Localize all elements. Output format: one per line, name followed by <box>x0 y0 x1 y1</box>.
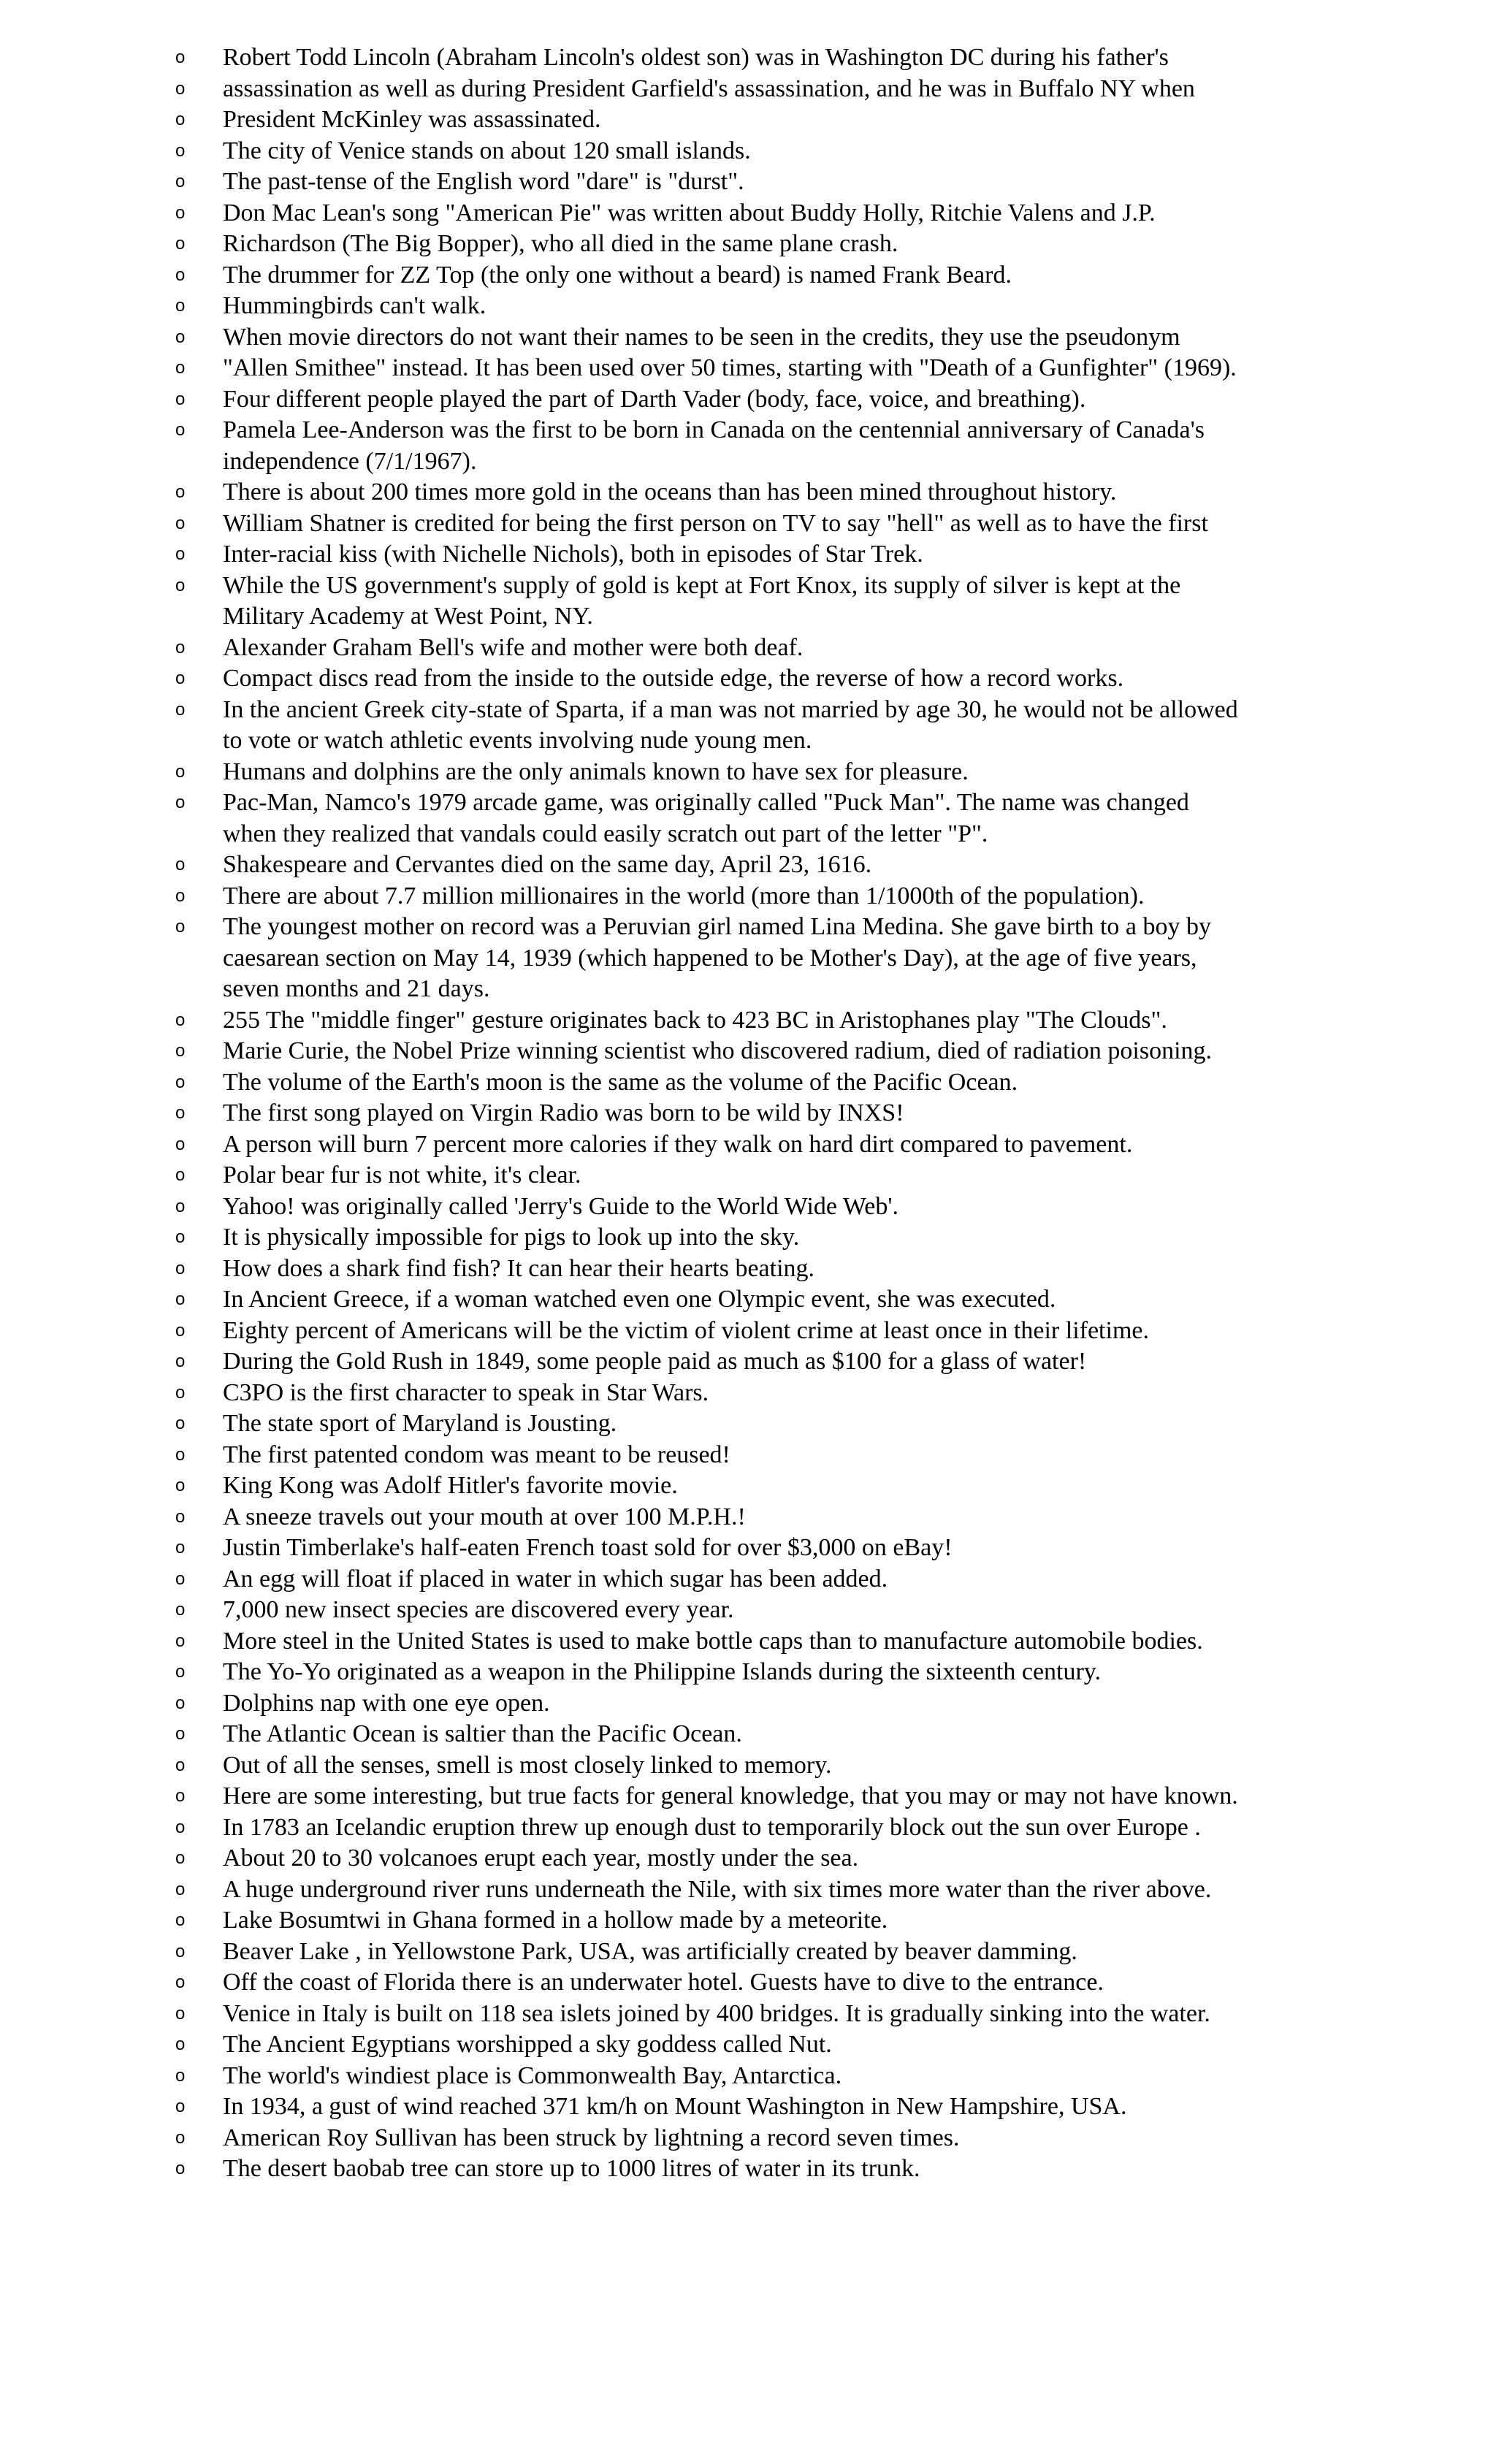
list-item <box>0 1905 1496 1937</box>
list-item <box>0 291 1496 322</box>
bullet-icon: o <box>175 1848 186 1868</box>
bullet-icon: o <box>175 1786 186 1806</box>
fact-text: The state sport of Maryland is Jousting. <box>223 1410 617 1437</box>
list-item <box>0 104 1496 136</box>
fact-text: Four different people played the part of Darth Vader (body, face, voice, and breathing). <box>223 385 1086 413</box>
fact-text: There is about 200 times more gold in the oceans than has been mined throughout history. <box>223 478 1117 506</box>
list-item <box>0 943 1496 974</box>
list-item <box>0 1750 1496 1782</box>
list-item <box>0 1781 1496 1812</box>
list-item <box>0 633 1496 664</box>
bullet-icon: o <box>175 544 186 564</box>
list-item <box>0 1719 1496 1750</box>
bullet-icon: o <box>175 1258 186 1278</box>
fact-text: The Atlantic Ocean is saltier than the Pacific Ocean. <box>223 1720 742 1747</box>
fact-text: Off the coast of Florida there is an underwater hotel. Guests have to dive to the entrance. <box>223 1969 1104 1996</box>
bullet-icon: o <box>175 389 186 409</box>
list-item <box>0 725 1496 757</box>
fact-text: Richardson (The Big Bopper), who all died in the same plane crash. <box>223 230 898 257</box>
bullet-icon: o <box>175 1630 186 1651</box>
bullet-icon: o <box>175 1476 186 1495</box>
list-item <box>0 167 1496 198</box>
fact-text: President McKinley was assassinated. <box>223 106 601 133</box>
list-item <box>0 539 1496 571</box>
fact-text: During the Gold Rush in 1849, some people paid as much as $100 for a glass of water! <box>223 1348 1087 1375</box>
list-item <box>0 446 1496 478</box>
list-item <box>0 1874 1496 1906</box>
list-item <box>0 1191 1496 1223</box>
list-item <box>0 322 1496 354</box>
list-item <box>0 229 1496 260</box>
fact-text: The city of Venice stands on about 120 small islands. <box>223 137 751 164</box>
bullet-icon: o <box>175 1693 186 1713</box>
fact-text: The volume of the Earth's moon is the same as the volume of the Pacific Ocean. <box>223 1068 1018 1096</box>
list-item <box>0 819 1496 850</box>
bullet-icon: o <box>175 234 186 253</box>
bullet-icon: o <box>175 1444 186 1465</box>
fact-text: In 1934, a gust of wind reached 371 km/h on Mount Washington in New Hampshire, USA. <box>223 2093 1127 2120</box>
bullet-icon: o <box>175 2034 186 2054</box>
bullet-icon: o <box>175 1041 186 1061</box>
fact-text: "Allen Smithee" instead. It has been used over 50 times, starting with "Death of a Gunfighter" (1969). <box>223 354 1237 381</box>
list-item <box>0 1284 1496 1316</box>
fact-text: There are about 7.7 million millionaires in the world (more than 1/1000th of the population). <box>223 882 1145 909</box>
list-item <box>0 2123 1496 2154</box>
bullet-icon: o <box>175 1103 186 1123</box>
list-item <box>0 1316 1496 1347</box>
list-item <box>0 1999 1496 2030</box>
bullet-icon: o <box>175 420 186 440</box>
fact-text: seven months and 21 days. <box>223 975 490 1002</box>
list-item <box>0 42 1496 74</box>
list-item <box>0 1378 1496 1409</box>
list-item <box>0 1471 1496 1502</box>
fact-text: Pac-Man, Namco's 1979 arcade game, was originally called "Puck Man". The name was changed <box>223 789 1189 816</box>
bullet-icon: o <box>175 2065 186 2086</box>
fact-text: Lake Bosumtwi in Ghana formed in a hollow made by a meteorite. <box>223 1907 888 1934</box>
list-item <box>0 1129 1496 1161</box>
fact-text: The world's windiest place is Commonwealth Bay, Antarctica. <box>223 2061 842 2089</box>
list-item <box>0 1595 1496 1626</box>
list-item <box>0 2091 1496 2123</box>
fact-text: C3PO is the first character to speak in Star Wars. <box>223 1378 709 1406</box>
bullet-icon: o <box>175 327 186 347</box>
list-item <box>0 601 1496 633</box>
bullet-icon: o <box>175 2159 186 2178</box>
bullet-icon: o <box>175 78 186 99</box>
bullet-icon: o <box>175 1755 186 1775</box>
fact-text: Pamela Lee-Anderson was the first to be born in Canada on the centennial anniversary of Canada's <box>223 416 1205 443</box>
bullet-icon: o <box>175 1227 186 1247</box>
list-item <box>0 508 1496 540</box>
list-item <box>0 260 1496 291</box>
bullet-icon: o <box>175 1817 186 1837</box>
bullet-icon: o <box>175 47 186 67</box>
list-item <box>0 881 1496 912</box>
bullet-icon: o <box>175 1196 186 1216</box>
list-item <box>0 136 1496 167</box>
fact-text: In Ancient Greece, if a woman watched even one Olympic event, she was executed. <box>223 1286 1056 1313</box>
bullet-icon: o <box>175 1600 186 1620</box>
fact-text: American Roy Sullivan has been struck by lightning a record seven times. <box>223 2124 960 2151</box>
fact-text: Shakespeare and Cervantes died on the same day, April 23, 1616. <box>223 851 872 878</box>
list-item <box>0 2061 1496 2092</box>
fact-text: A person will burn 7 percent more calories if they walk on hard dirt compared to pavement. <box>223 1130 1133 1158</box>
list-item <box>0 1036 1496 1067</box>
list-item <box>0 1440 1496 1471</box>
bullet-icon: o <box>175 793 186 812</box>
fact-text: The youngest mother on record was a Peruvian girl named Lina Medina. She gave birth to a boy by <box>223 913 1212 940</box>
bullet-icon: o <box>175 1165 186 1185</box>
list-item <box>0 974 1496 1005</box>
list-item <box>0 787 1496 819</box>
fact-text: More steel in the United States is used to make bottle caps than to manufacture automobile bodies. <box>223 1627 1203 1655</box>
bullet-icon: o <box>175 637 186 657</box>
fact-text: Venice in Italy is built on 118 sea islets joined by 400 bridges. It is gradually sinking into the water. <box>223 1999 1210 2027</box>
bullet-icon: o <box>175 1910 186 1930</box>
fact-text: An egg will float if placed in water in which sugar has been added. <box>223 1565 888 1593</box>
list-item <box>0 1408 1496 1440</box>
fact-text: A sneeze travels out your mouth at over 100 M.P.H.! <box>223 1503 746 1530</box>
list-item <box>0 912 1496 943</box>
fact-text: The first song played on Virgin Radio was born to be wild by INXS! <box>223 1099 904 1126</box>
fact-text: Justin Timberlake's half-eaten French toast sold for over $3,000 on eBay! <box>223 1534 953 1561</box>
bullet-icon: o <box>175 575 186 595</box>
bullet-icon: o <box>175 110 186 129</box>
fact-text: Out of all the senses, smell is most closely linked to memory. <box>223 1751 832 1779</box>
fact-text: The Ancient Egyptians worshipped a sky goddess called Nut. <box>223 2031 832 2058</box>
fact-text: Humans and dolphins are the only animals known to have sex for pleasure. <box>223 758 969 785</box>
fact-text: Alexander Graham Bell's wife and mother were both deaf. <box>223 633 804 661</box>
list-item <box>0 1160 1496 1191</box>
bullet-icon: o <box>175 482 186 502</box>
bullet-icon: o <box>175 1662 186 1682</box>
fact-text: independence (7/1/1967). <box>223 447 477 475</box>
bullet-icon: o <box>175 1382 186 1403</box>
bullet-icon: o <box>175 1568 186 1589</box>
list-item <box>0 2154 1496 2185</box>
bullet-icon: o <box>175 2097 186 2116</box>
list-item <box>0 1937 1496 1968</box>
fact-text: The first patented condom was meant to be reused! <box>223 1441 730 1468</box>
fact-text: Marie Curie, the Nobel Prize winning scientist who discovered radium, died of radiation poisoning. <box>223 1037 1213 1064</box>
bullet-icon: o <box>175 1289 186 1309</box>
fact-text: Dolphins nap with one eye open. <box>223 1689 550 1717</box>
fact-text: Military Academy at West Point, NY. <box>223 603 593 630</box>
bullet-icon: o <box>175 761 186 782</box>
list-item <box>0 695 1496 726</box>
list-item <box>0 198 1496 229</box>
fact-text: Inter-racial kiss (with Nichelle Nichols), both in episodes of Star Trek. <box>223 541 923 568</box>
fact-text: King Kong was Adolf Hitler's favorite movie. <box>223 1472 678 1499</box>
bullet-icon: o <box>175 2003 186 2024</box>
bullet-icon: o <box>175 1972 186 1992</box>
fact-text: to vote or watch athletic events involving nude young men. <box>223 727 812 754</box>
bullet-icon: o <box>175 668 186 688</box>
fact-text: assassination as well as during President Garfield's assassination, and he was in Buffalo NY when <box>223 75 1195 102</box>
list-item <box>0 74 1496 105</box>
fact-text: Beaver Lake , in Yellowstone Park, USA, was artificially created by beaver damming. <box>223 1937 1077 1965</box>
bullet-icon: o <box>175 1506 186 1527</box>
fact-text: About 20 to 30 volcanoes erupt each year, mostly under the sea. <box>223 1845 859 1872</box>
bullet-icon: o <box>175 699 186 720</box>
bullet-icon: o <box>175 1724 186 1744</box>
fact-text: How does a shark find fish? It can hear their hearts beating. <box>223 1254 815 1282</box>
bullet-icon: o <box>175 513 186 533</box>
list-item <box>0 663 1496 695</box>
bullet-icon: o <box>175 264 186 285</box>
bullet-icon: o <box>175 1538 186 1557</box>
list-item <box>0 1254 1496 1285</box>
bullet-icon: o <box>175 1010 186 1030</box>
bullet-icon: o <box>175 1414 186 1433</box>
bullet-icon: o <box>175 358 186 378</box>
fact-text: caesarean section on May 14, 1939 (which happened to be Mother's Day), at the age of five years, <box>223 944 1197 972</box>
fact-text: Eighty percent of Americans will be the victim of violent crime at least once in their lifetime. <box>223 1316 1149 1344</box>
list-item <box>0 1098 1496 1129</box>
list-item <box>0 850 1496 881</box>
bullet-icon: o <box>175 1072 186 1092</box>
list-item <box>0 1657 1496 1688</box>
bullet-icon: o <box>175 855 186 874</box>
fact-text: Polar bear fur is not white, it's clear. <box>223 1162 581 1189</box>
bullet-icon: o <box>175 885 186 906</box>
list-item <box>0 1967 1496 1999</box>
list-item <box>0 1533 1496 1564</box>
fact-list <box>0 42 1496 2185</box>
fact-text: Don Mac Lean's song "American Pie" was written about Buddy Holly, Ritchie Valens and J.P. <box>223 199 1156 226</box>
list-item <box>0 353 1496 384</box>
fact-text: William Shatner is credited for being the first person on TV to say "hell" as well as to have the first <box>223 509 1208 537</box>
fact-text: Here are some interesting, but true facts for general knowledge, that you may or may not have known. <box>223 1782 1238 1809</box>
list-item <box>0 2029 1496 2061</box>
fact-text: Robert Todd Lincoln (Abraham Lincoln's oldest son) was in Washington DC during his father's <box>223 44 1169 71</box>
fact-text: The past-tense of the English word "dare" is "durst". <box>223 168 744 195</box>
fact-text: In 1783 an Icelandic eruption threw up enough dust to temporarily block out the sun over Europe . <box>223 1813 1201 1841</box>
list-item <box>0 1626 1496 1658</box>
fact-text: The desert baobab tree can store up to 1000 litres of water in its trunk. <box>223 2155 920 2182</box>
fact-text: Yahoo! was originally called 'Jerry's Guide to the World Wide Web'. <box>223 1192 898 1220</box>
bullet-icon: o <box>175 917 186 937</box>
list-item <box>0 1067 1496 1099</box>
bullet-icon: o <box>175 172 186 191</box>
bullet-icon: o <box>175 296 186 316</box>
list-item <box>0 384 1496 416</box>
fact-text: A huge underground river runs underneath the Nile, with six times more water than the river above. <box>223 1875 1212 1903</box>
fact-text: Compact discs read from the inside to the outside edge, the reverse of how a record works. <box>223 665 1124 692</box>
list-item <box>0 1346 1496 1378</box>
fact-text: In the ancient Greek city-state of Sparta, if a man was not married by age 30, he would not be allowed <box>223 695 1238 723</box>
list-item <box>0 415 1496 446</box>
bullet-icon: o <box>175 202 186 223</box>
list-item <box>0 1222 1496 1254</box>
list-item <box>0 1502 1496 1533</box>
fact-text: when they realized that vandals could easily scratch out part of the letter "P". <box>223 820 988 847</box>
list-item <box>0 571 1496 602</box>
list-item <box>0 757 1496 788</box>
list-item <box>0 1812 1496 1844</box>
list-item <box>0 1564 1496 1595</box>
bullet-icon: o <box>175 140 186 161</box>
list-item <box>0 1005 1496 1037</box>
fact-text: When movie directors do not want their names to be seen in the credits, they use the pseudonym <box>223 323 1180 351</box>
bullet-icon: o <box>175 1879 186 1899</box>
bullet-icon: o <box>175 1134 186 1154</box>
fact-text: 255 The "middle finger" gesture originates back to 423 BC in Aristophanes play "The Clouds". <box>223 1006 1167 1034</box>
fact-text: The drummer for ZZ Top (the only one without a beard) is named Frank Beard. <box>223 261 1012 289</box>
list-item <box>0 1688 1496 1720</box>
bullet-icon: o <box>175 2127 186 2148</box>
fact-text: While the US government's supply of gold is kept at Fort Knox, its supply of silver is kept at the <box>223 571 1181 599</box>
bullet-icon: o <box>175 1351 186 1371</box>
fact-text: The Yo-Yo originated as a weapon in the Philippine Islands during the sixteenth century. <box>223 1658 1102 1685</box>
bullet-icon: o <box>175 1941 186 1961</box>
bullet-icon: o <box>175 1320 186 1340</box>
fact-text: It is physically impossible for pigs to look up into the sky. <box>223 1224 800 1251</box>
list-item <box>0 477 1496 508</box>
fact-text: 7,000 new insect species are discovered every year. <box>223 1596 734 1623</box>
list-item <box>0 1843 1496 1874</box>
fact-text: Hummingbirds can't walk. <box>223 292 486 319</box>
